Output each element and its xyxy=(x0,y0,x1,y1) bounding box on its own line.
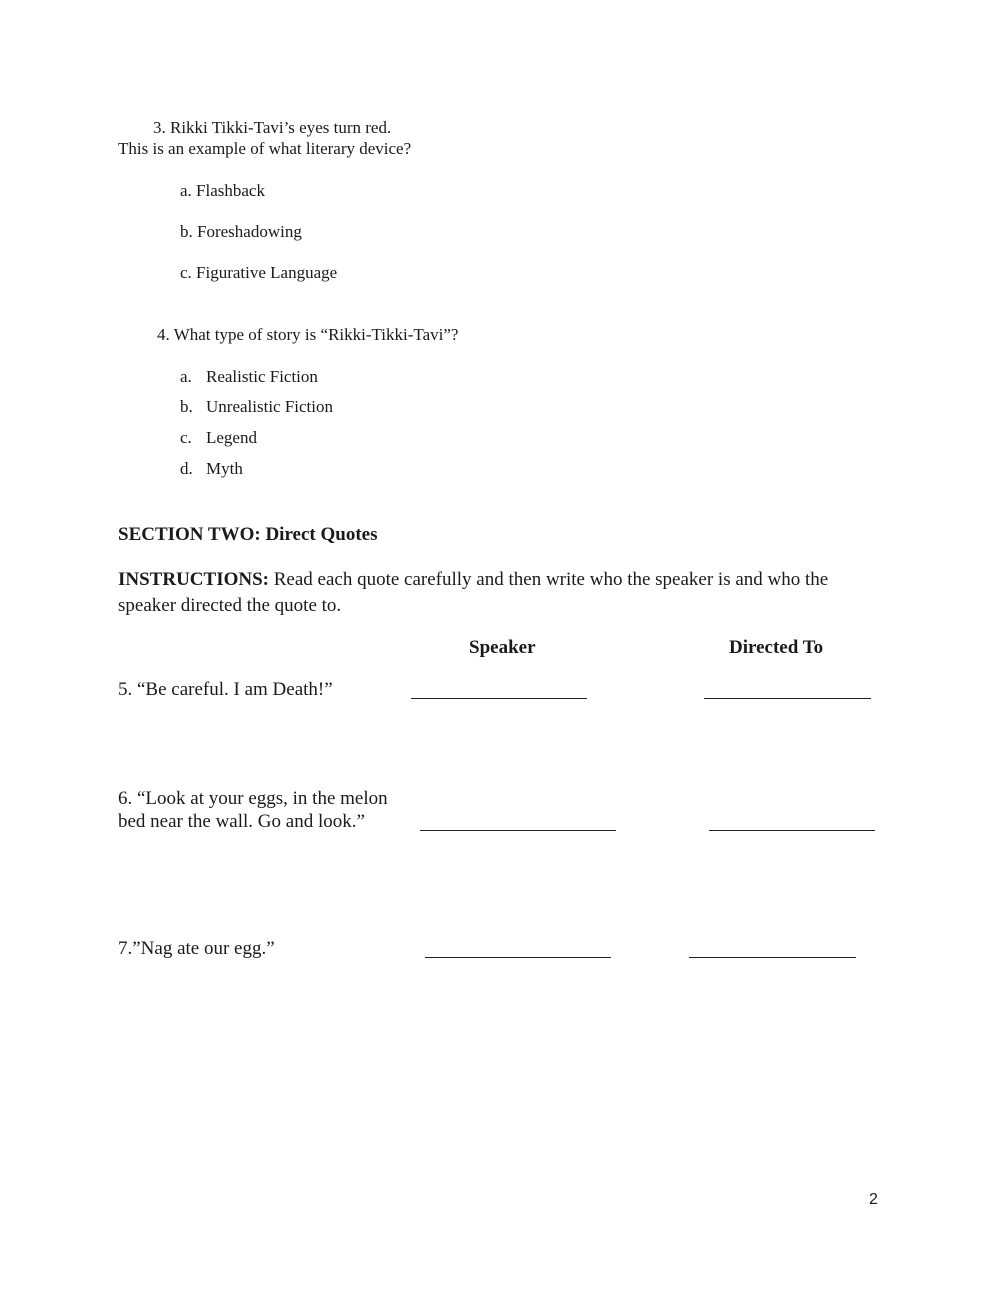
question-4-option-d xyxy=(180,460,243,477)
option-letter: c. xyxy=(180,428,192,447)
question-3-option-a: a. Flashback xyxy=(180,181,265,200)
quote-7-directed-to-blank[interactable] xyxy=(689,957,856,958)
quote-5-directed-to-blank[interactable] xyxy=(704,698,871,699)
question-3-option-c: c. Figurative Language xyxy=(180,263,338,282)
instructions-text: Read each quote carefully and then write who the speaker is and who the xyxy=(268,569,829,590)
quote-7-speaker-blank[interactable] xyxy=(425,957,611,958)
quote-5: 5. “Be careful. I am Death!” xyxy=(118,679,333,700)
section-two-heading: SECTION TWO: Direct Quotes xyxy=(118,524,378,545)
question-3-option-b: b. Foreshadowing xyxy=(180,222,302,241)
question-3-line-1: 3. Rikki Tikki-Tavi’s eyes turn red. xyxy=(153,118,392,137)
quote-5-speaker-blank[interactable] xyxy=(411,698,587,699)
quote-6-line-2: bed near the wall. Go and look.” xyxy=(118,811,365,832)
option-text: Realistic Fiction xyxy=(206,367,318,386)
option-letter: a. xyxy=(180,367,192,386)
question-4-option-a xyxy=(180,368,318,385)
instructions-label: INSTRUCTIONS: xyxy=(118,569,269,590)
question-3-line-2: This is an example of what literary device? xyxy=(118,139,412,158)
quote-6-line-1: 6. “Look at your eggs, in the melon xyxy=(118,788,388,809)
instructions-line-1 xyxy=(118,570,828,589)
quote-6-directed-to-blank[interactable] xyxy=(709,830,875,831)
question-4-option-b xyxy=(180,398,333,415)
instructions-line-2: speaker directed the quote to. xyxy=(118,595,342,616)
column-header-directed-to: Directed To xyxy=(729,637,824,658)
option-text: Unrealistic Fiction xyxy=(206,397,334,416)
quote-6-speaker-blank[interactable] xyxy=(420,830,616,831)
option-letter: d. xyxy=(180,459,193,478)
column-header-speaker: Speaker xyxy=(469,637,536,658)
option-text: Legend xyxy=(206,428,257,447)
option-letter: b. xyxy=(180,397,193,416)
question-4-option-c xyxy=(180,429,257,446)
quote-7: 7.”Nag ate our egg.” xyxy=(118,938,275,959)
question-4-prompt: 4. What type of story is “Rikki-Tikki-Tavi”? xyxy=(157,325,459,344)
option-text: Myth xyxy=(206,459,243,478)
page-number: 2 xyxy=(869,1191,878,1208)
